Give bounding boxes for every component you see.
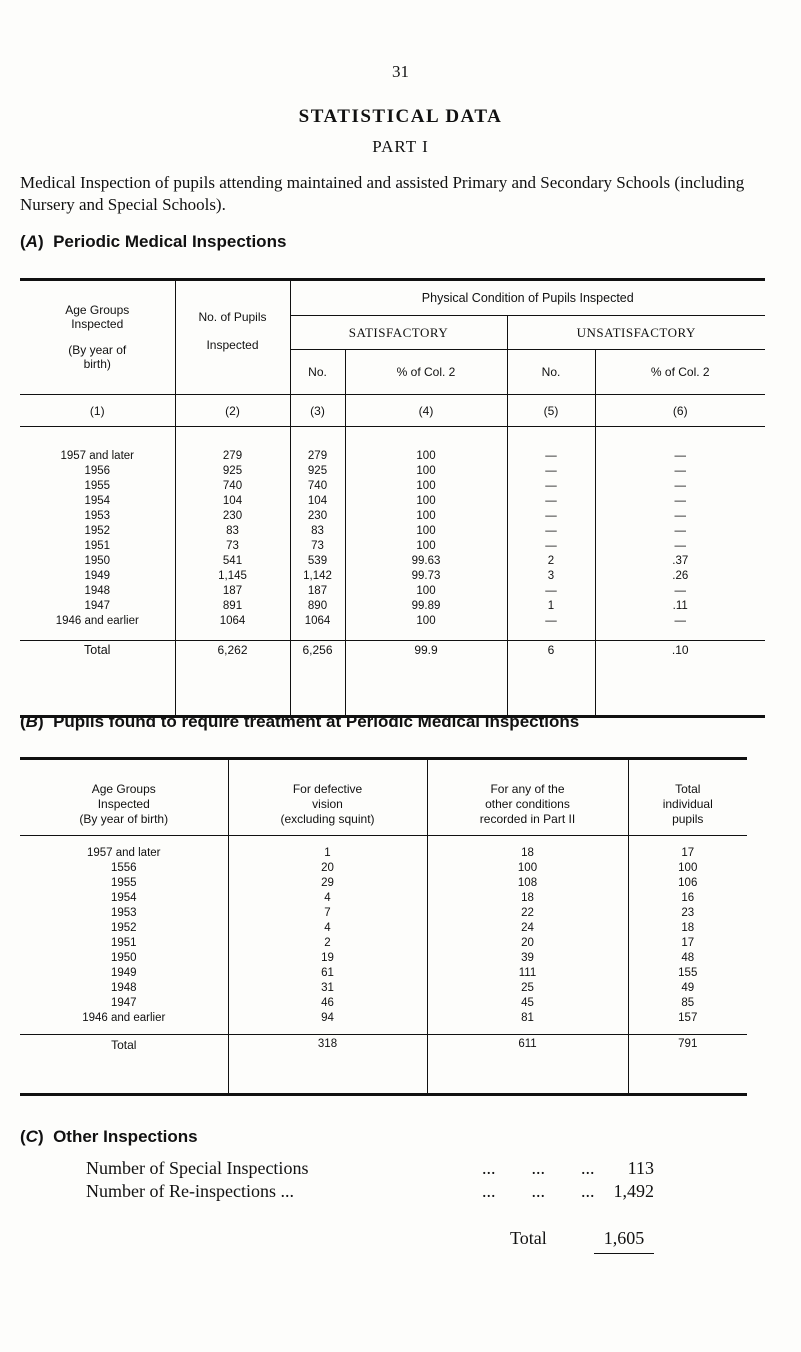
b-other-cell: 100 [517, 862, 538, 874]
part-heading: PART I [372, 137, 429, 156]
b-total-label: Total [111, 1038, 137, 1052]
reinspections-value: 1,492 [613, 1181, 654, 1201]
header-sat-no: No. [290, 350, 345, 395]
unsat-pct-cell: — [674, 510, 686, 522]
leader-dots: ... ... ... [482, 1158, 595, 1178]
b-vision-cell: 19 [321, 952, 334, 964]
b-other-cell: 111 [518, 967, 537, 979]
sat-pct-cell: 100 [416, 510, 436, 522]
b-other-cell: 18 [521, 847, 534, 859]
sat-no-cell: 279 [307, 450, 328, 462]
section-b-letter: B [25, 712, 38, 731]
pupils-cell: 230 [222, 510, 243, 522]
header-physical-condition: Physical Condition of Pupils Inspected [290, 280, 765, 316]
b-total-vision: 318 [228, 1035, 427, 1063]
unsat-pct-cell: — [674, 525, 686, 537]
reinspections-line [86, 1181, 686, 1205]
b-total-column [628, 836, 747, 1035]
age-column [20, 427, 175, 641]
b-other-column [427, 836, 628, 1035]
b-other-cell: 24 [521, 922, 534, 934]
b-vision-cell: 2 [324, 937, 331, 949]
sat-pct-cell: 100 [416, 495, 436, 507]
section-a-title: Periodic Medical Inspections [53, 232, 287, 251]
treatment-required-table [20, 757, 747, 1096]
b-total-cell: 48 [681, 952, 695, 964]
sat-pct-cell: 100 [416, 540, 436, 552]
sat-no-cell: 73 [311, 540, 324, 552]
sat-pct-cell: 100 [416, 450, 436, 462]
b-vision-cell: 94 [321, 1012, 334, 1024]
b-age-cell: 1954 [110, 892, 137, 904]
sat-pct-cell: 99.63 [411, 555, 441, 567]
total-pupils: 6,262 [175, 641, 290, 669]
b-vision-cell: 46 [321, 997, 334, 1009]
header-b-age: Age Groups Inspected (By year of birth) [20, 759, 228, 836]
age-cell: 1947 [84, 600, 111, 612]
b-total-other: 611 [427, 1035, 628, 1063]
unsat-no-cell: — [545, 465, 557, 477]
b-total-cell: 16 [681, 892, 695, 904]
b-other-cell: 22 [521, 907, 534, 919]
special-inspections-label: Number of Special Inspections [86, 1158, 309, 1178]
pupils-cell: 1064 [219, 615, 246, 627]
unsat-no-cell: 3 [547, 570, 555, 582]
b-vision-cell: 20 [321, 862, 334, 874]
age-cell: 1953 [84, 510, 111, 522]
total-sat-no: 6,256 [290, 641, 345, 669]
sat-pct-cell: 100 [416, 585, 436, 597]
age-cell: 1948 [84, 585, 111, 597]
b-vision-cell: 7 [324, 907, 331, 919]
periodic-inspections-table [20, 278, 765, 718]
pupils-cell: 925 [222, 465, 243, 477]
pupils-cell: 740 [222, 480, 243, 492]
page-number: 31 [392, 62, 409, 81]
sat-pct-cell: 99.73 [411, 570, 441, 582]
section-c-heading: (C) Other Inspections [20, 1127, 198, 1146]
col-number: (3) [290, 395, 345, 427]
b-other-cell: 20 [521, 937, 534, 949]
b-total-cell: 18 [681, 922, 695, 934]
section-b-heading: (B) Pupils found to require treatment at Periodic Medical Inspections [20, 712, 580, 731]
pupils-cell: 73 [226, 540, 239, 552]
b-vision-cell: 31 [321, 982, 334, 994]
age-cell: 1956 [84, 465, 111, 477]
unsat-no-cell: — [545, 480, 557, 492]
col-number: (1) [20, 395, 175, 427]
header-b-other: For any of the other conditions recorded in Part II [427, 759, 628, 836]
intro-paragraph: Medical Inspection of pupils attending maintained and assisted Primary and Secondary Schools (including Nursery and Special Schools). [20, 173, 745, 214]
b-vision-cell: 1 [324, 847, 331, 859]
leader-dots: ... ... ... [482, 1181, 595, 1201]
reinspections-label: Number of Re-inspections ... [86, 1181, 294, 1201]
unsat-pct-cell: — [674, 465, 686, 477]
sat-no-cell: 1064 [304, 615, 331, 627]
b-vision-column [228, 836, 427, 1035]
age-cell: 1949 [84, 570, 111, 582]
b-age-cell: 1950 [110, 952, 137, 964]
unsat-pct-cell: .26 [672, 570, 689, 582]
other-total-label: Total [510, 1228, 547, 1248]
sat-no-cell: 104 [307, 495, 328, 507]
section-c-letter: C [25, 1127, 38, 1146]
unsat-pct-cell: .11 [672, 600, 688, 612]
b-age-cell: 1948 [110, 982, 137, 994]
age-cell: 1946 and earlier [55, 615, 139, 627]
b-other-cell: 25 [521, 982, 534, 994]
pupils-cell: 541 [222, 555, 243, 567]
header-b-vision: For defective vision (excluding squint) [228, 759, 427, 836]
b-total-cell: 100 [678, 862, 698, 874]
header-age-groups: Age Groups Inspected (By year of birth) [20, 280, 175, 395]
b-age-cell: 1949 [110, 967, 137, 979]
header-satisfactory: SATISFACTORY [290, 316, 507, 350]
unsat-pct-cell: — [674, 495, 686, 507]
unsat-no-cell: — [545, 525, 557, 537]
unsat-no-cell: — [545, 615, 557, 627]
b-age-cell: 1952 [110, 922, 137, 934]
col-number: (2) [175, 395, 290, 427]
sat-no-cell: 740 [307, 480, 328, 492]
pupils-cell: 104 [222, 495, 243, 507]
b-other-cell: 18 [521, 892, 534, 904]
sat-pct-cell: 100 [416, 465, 436, 477]
header-sat-pct: % of Col. 2 [345, 350, 507, 395]
b-age-cell: 1953 [110, 907, 137, 919]
pupils-cell: 279 [222, 450, 243, 462]
header-unsatisfactory: UNSATISFACTORY [507, 316, 765, 350]
section-c-title: Other Inspections [53, 1127, 198, 1146]
age-cell: 1952 [84, 525, 111, 537]
unsat-pct-column [595, 427, 765, 641]
age-cell: 1957 and later [60, 450, 135, 462]
header-pupils-inspected: No. of Pupils Inspected [175, 280, 290, 395]
b-other-cell: 81 [521, 1012, 534, 1024]
total-unsat-no: 6 [507, 641, 595, 669]
sat-pct-cell: 100 [416, 525, 436, 537]
b-other-cell: 108 [517, 877, 538, 889]
age-cell: 1950 [84, 555, 111, 567]
b-vision-cell: 4 [324, 922, 331, 934]
b-total-cell: 49 [681, 982, 695, 994]
b-age-cell: 1955 [110, 877, 137, 889]
age-cell: 1955 [84, 480, 111, 492]
pupils-cell: 83 [226, 525, 239, 537]
section-a-heading: (A) Periodic Medical Inspections [20, 232, 287, 251]
sat-pct-column [345, 427, 507, 641]
b-age-cell: 1947 [110, 997, 137, 1009]
b-age-cell: 1946 and earlier [82, 1012, 166, 1024]
b-other-cell: 45 [521, 997, 534, 1009]
b-total-cell: 23 [681, 907, 695, 919]
sat-no-cell: 925 [307, 465, 328, 477]
special-inspections-value: 113 [627, 1158, 654, 1178]
b-total-total: 791 [628, 1035, 747, 1063]
sat-no-cell: 890 [307, 600, 328, 612]
b-vision-cell: 61 [321, 967, 334, 979]
header-b-total: Total individual pupils [628, 759, 747, 836]
unsat-no-cell: — [545, 495, 557, 507]
sat-no-cell: 1,142 [303, 570, 332, 582]
b-total-cell: 155 [678, 967, 698, 979]
total-underline [594, 1253, 654, 1254]
unsat-pct-cell: — [674, 480, 686, 492]
b-age-cell: 1556 [110, 862, 137, 874]
b-age-cell: 1951 [110, 937, 137, 949]
sat-no-cell: 230 [307, 510, 328, 522]
sat-pct-cell: 99.89 [411, 600, 441, 612]
col-number: (5) [507, 395, 595, 427]
pupils-cell: 187 [222, 585, 243, 597]
unsat-no-cell: — [545, 450, 557, 462]
unsat-pct-cell: — [674, 615, 686, 627]
header-unsat-no: No. [507, 350, 595, 395]
unsat-no-cell: 1 [547, 600, 555, 612]
total-unsat-pct: .10 [595, 641, 765, 669]
section-b-title: Pupils found to require treatment at Periodic Medical Inspections [53, 712, 580, 731]
age-cell: 1951 [84, 540, 111, 552]
sat-pct-cell: 100 [416, 480, 436, 492]
b-vision-cell: 4 [324, 892, 331, 904]
b-age-column [20, 836, 228, 1035]
col-number: (6) [595, 395, 765, 427]
pupils-cell: 1,145 [218, 570, 247, 582]
b-vision-cell: 29 [321, 877, 334, 889]
sat-no-column [290, 427, 345, 641]
pupils-cell: 891 [222, 600, 243, 612]
sat-pct-cell: 100 [416, 615, 436, 627]
total-sat-pct: 99.9 [345, 641, 507, 669]
b-total-cell: 17 [681, 937, 695, 949]
unsat-pct-cell: — [674, 585, 686, 597]
b-total-cell: 106 [678, 877, 698, 889]
total-label: Total [84, 643, 111, 657]
pupils-column [175, 427, 290, 641]
header-unsat-pct: % of Col. 2 [595, 350, 765, 395]
sat-no-cell: 539 [307, 555, 328, 567]
unsat-no-cell: — [545, 540, 557, 552]
sat-no-cell: 83 [311, 525, 324, 537]
b-total-cell: 85 [681, 997, 695, 1009]
unsat-no-cell: 2 [547, 555, 555, 567]
b-other-cell: 39 [521, 952, 534, 964]
age-cell: 1954 [84, 495, 111, 507]
b-total-cell: 17 [681, 847, 695, 859]
col-number: (4) [345, 395, 507, 427]
special-inspections-line [86, 1158, 686, 1182]
other-total-value: 1,605 [603, 1228, 645, 1248]
section-a-letter: A [25, 232, 38, 251]
b-total-cell: 157 [678, 1012, 698, 1024]
unsat-no-cell: — [545, 585, 557, 597]
unsat-pct-cell: — [674, 540, 686, 552]
b-age-cell: 1957 and later [86, 847, 161, 859]
unsat-pct-cell: .37 [672, 555, 689, 567]
unsat-no-column [507, 427, 595, 641]
document-title: STATISTICAL DATA [298, 106, 503, 127]
unsat-pct-cell: — [674, 450, 686, 462]
sat-no-cell: 187 [307, 585, 328, 597]
unsat-no-cell: — [545, 510, 557, 522]
